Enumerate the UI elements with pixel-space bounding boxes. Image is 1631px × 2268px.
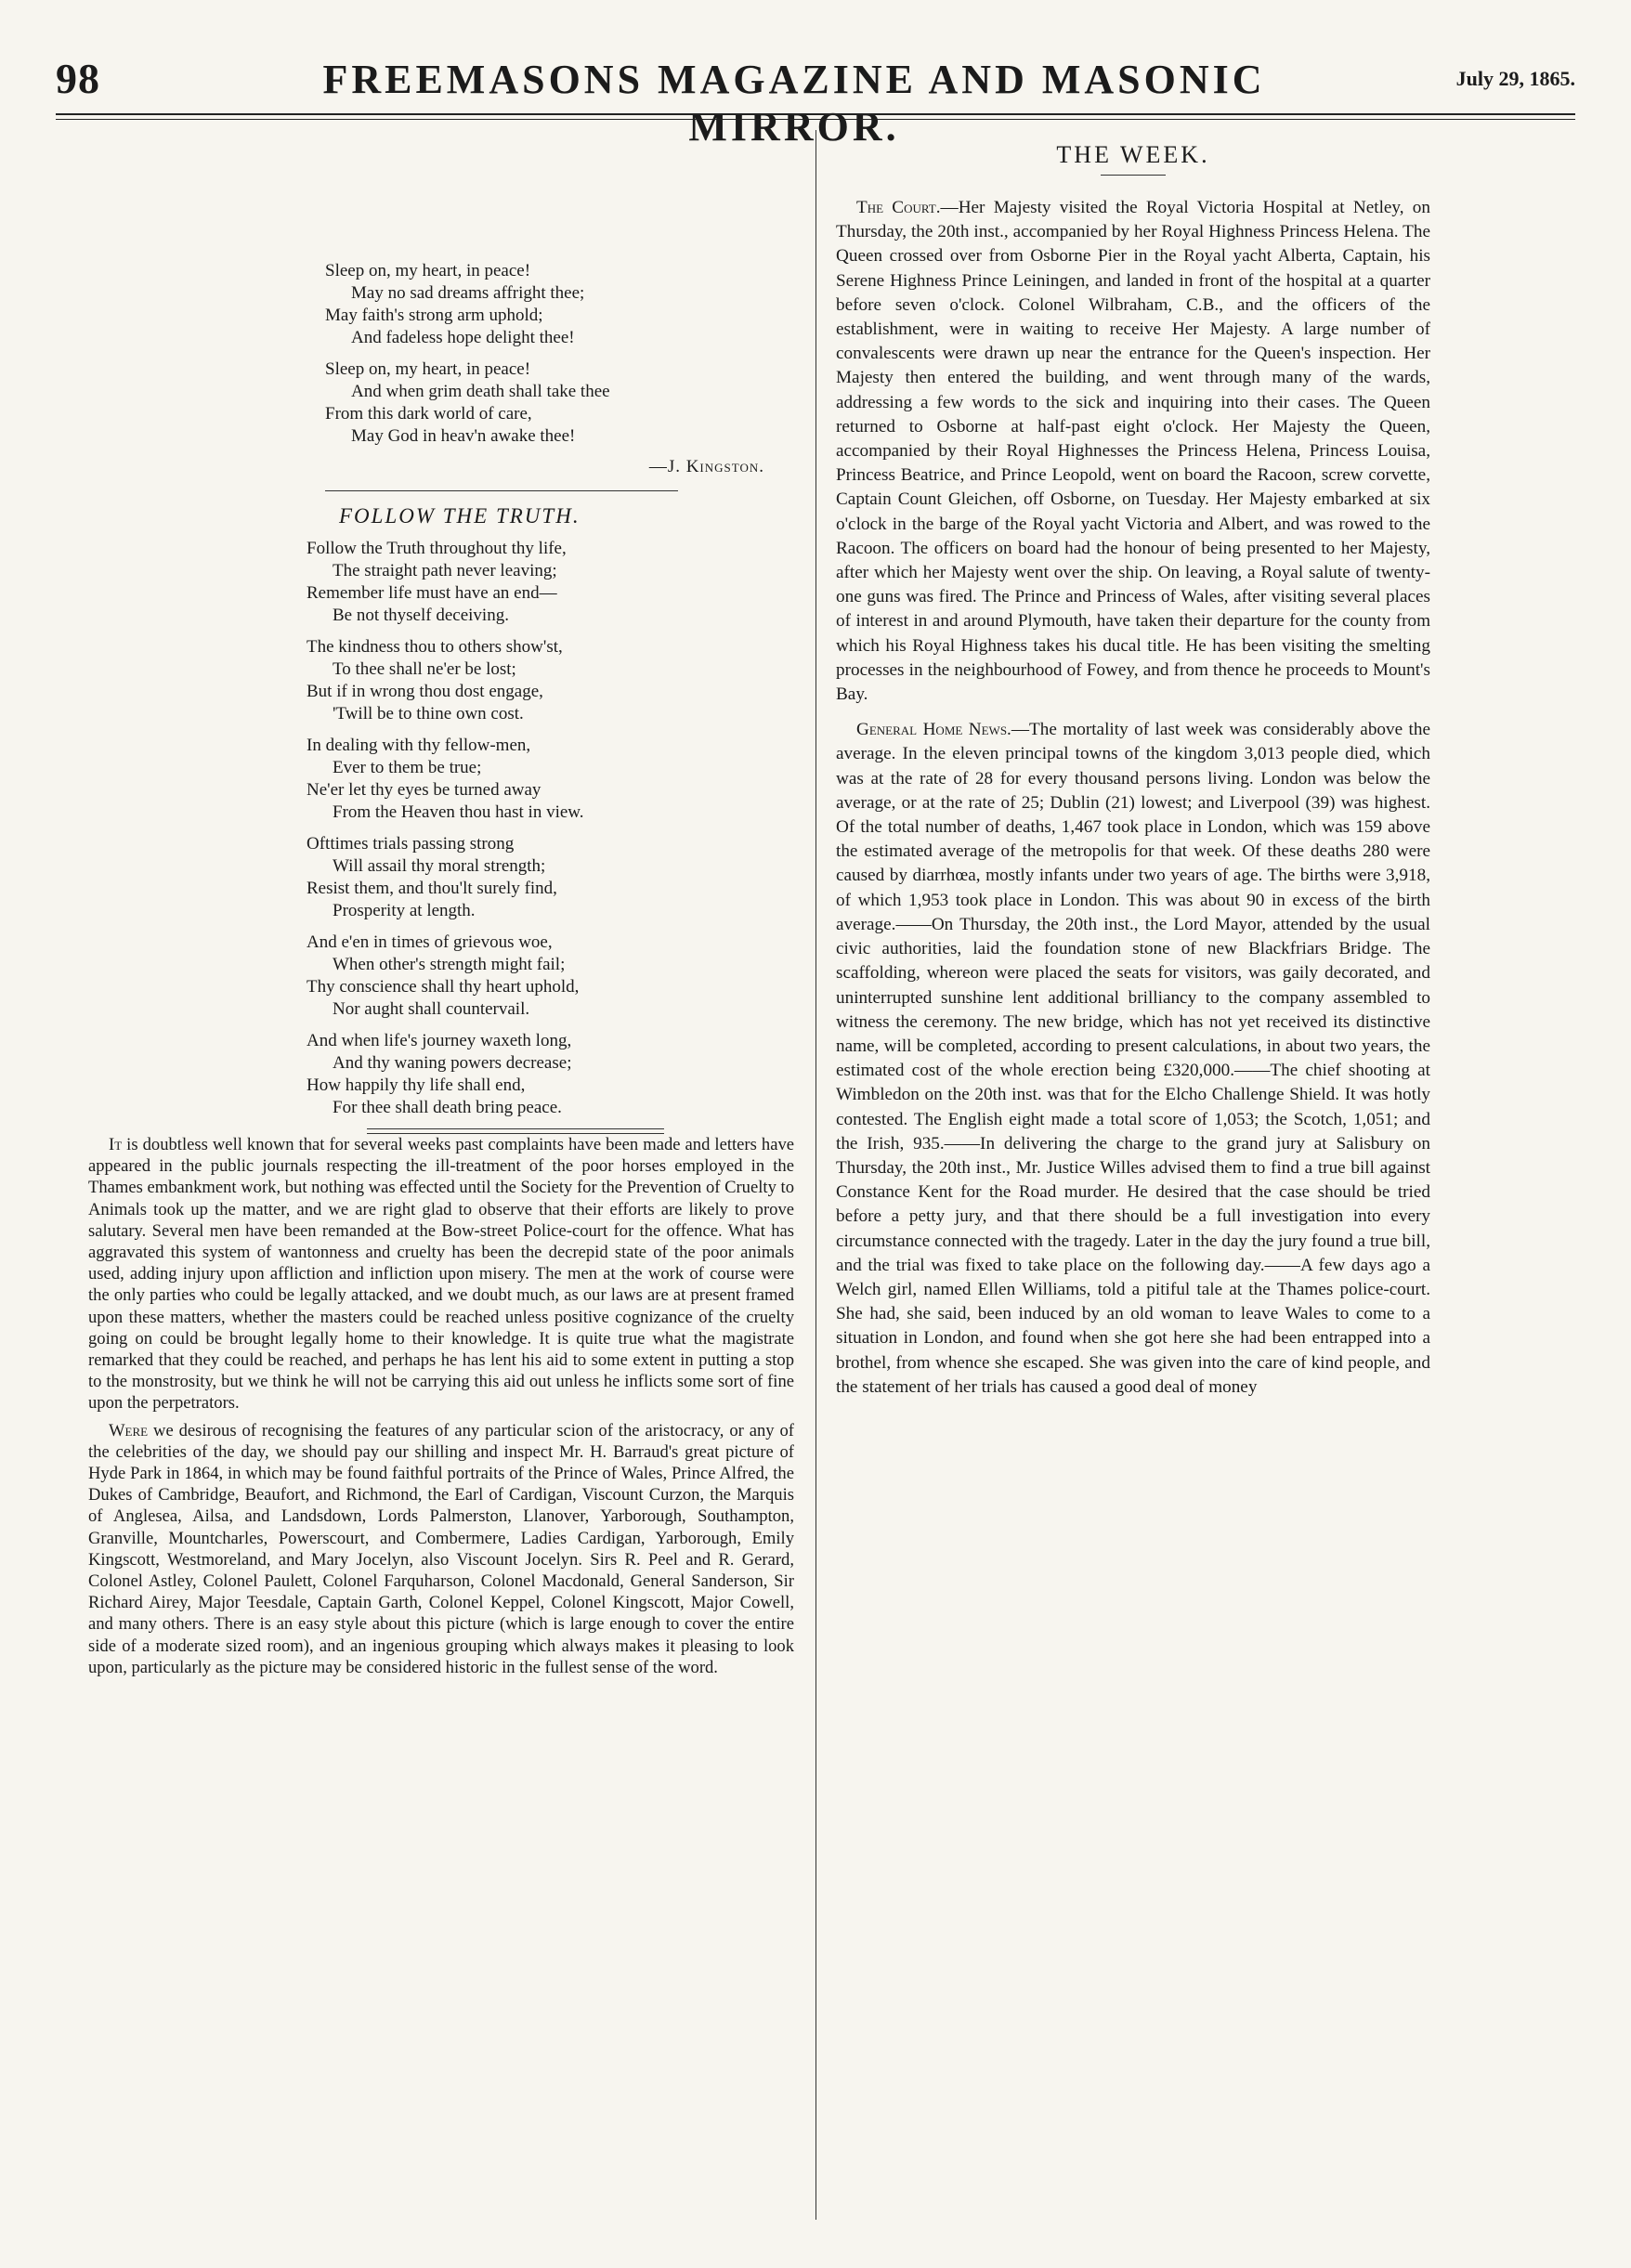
poem-stanza: [307, 735, 794, 824]
poem-line: 'Twill be to thine own cost.: [333, 704, 524, 723]
paragraph: [88, 1134, 794, 1414]
poem-stanza: [325, 358, 794, 448]
poem-line: Nor aught shall countervail.: [333, 999, 530, 1019]
poem-stanza: [307, 538, 794, 627]
poem-line: The kindness thou to others show'st,: [307, 637, 563, 657]
poem-line: And fadeless hope delight thee!: [351, 328, 575, 347]
poem-line: May no sad dreams affright thee;: [351, 283, 585, 303]
poem-line: When other's strength might fail;: [333, 955, 566, 974]
poem-line: May faith's strong arm uphold;: [325, 306, 543, 325]
paragraph-lead: It: [109, 1135, 123, 1154]
poem-line: Resist them, and thou'lt surely find,: [307, 879, 557, 898]
section-title-the-week: THE WEEK.: [1056, 141, 1210, 168]
left-column: [88, 130, 794, 1684]
poem-line: Ever to them be true;: [333, 758, 482, 777]
section-rule: [325, 490, 678, 491]
poem-line: Prosperity at length.: [333, 901, 476, 920]
paragraph-text: —Her Majesty visited the Royal Victoria Hospital at Netley, on Thursday, the 20th inst., accompanied by her Royal Highness Princess Helena. The Queen crossed over from Osborne Pier in the Royal yacht Alberta, Captain, his Serene Highness Prince Leiningen, and landed in front of the hospital at a quarter before seven o'clock. Colonel Wilbraham, C.B., and the officers of the establishment, were in waiting to receive Her Majesty. A large number of convalescents were drawn up near the entrance for the Queen's inspection. Her Majesty then entered the building, and went through many of the wards, addressing a few words to the sick and inquiring into their cases. The Queen returned to Osborne at half-past eight o'clock. Her Majesty the Queen, accompanied by their Royal Highnesses the Princess Helena, Princess Louisa, Princess Beatrice, and Prince Leopold, went on board the Racoon, screw corvette, Captain Count Gleichen, off Osborne, on Tuesday. Her Majesty embarked at six o'clock in the barge of the Royal yacht Victoria and Albert, and was rowed to the Racoon. The officers on board had the honour of being presented to her Majesty, after which her Majesty went over the ship. On leaving, a Royal salute of twenty-one guns was fired. The Prince and Princess of Wales, after visiting several places of interest in and around Plymouth, have taken their departure for the county from which his Royal Highness takes his ducal title. He has been visiting the smelting processes in the neighbourhood of Fowey, and from thence he proceeds to Mount's Bay.: [836, 198, 1430, 705]
poem-stanza: [325, 260, 794, 349]
poem-stanza: [307, 833, 794, 922]
poem-line: Be not thyself deceiving.: [333, 606, 509, 625]
poem-line: Ne'er let thy eyes be turned away: [307, 780, 541, 800]
poem-line: May God in heav'n awake thee!: [351, 426, 576, 446]
poem-sleep-on: [88, 130, 794, 448]
poem-stanza: [307, 636, 794, 725]
poem-signature: —J. Kingston.: [648, 457, 764, 476]
poem-line: For thee shall death bring peace.: [333, 1098, 562, 1117]
poem-line: And e'en in times of grievous woe,: [307, 932, 553, 952]
title-rule: [1101, 175, 1166, 176]
poem-line: How happily thy life shall end,: [307, 1075, 526, 1095]
poem-title: FOLLOW THE TRUTH.: [339, 504, 581, 528]
masthead-title: FREEMASONS MAGAZINE AND MASONIC MIRROR.: [322, 57, 1266, 150]
poem-stanza: [307, 932, 794, 1021]
paragraph-text: —The mortality of last week was considerably above the average. In the eleven principal towns of the kingdom 3,013 people died, which was at the rate of 28 for every thousand persons living. London was below the average, or at the rate of 25; Dublin (21) lowest; and Liverpool (39) was highest. Of the total number of deaths, 1,467 took place in London, which was 159 above the estimated average of the metropolis for that week. Of these deaths 280 were caused by diarrhœa, mostly infants under two years of age. The births were 3,918, of which 1,953 took place in London. This was about 90 in excess of the birth average.——On Thursday, the 20th inst., the Lord Mayor, attended by the usual civic authorities, laid the foundation stone of new Blackfriars Bridge. The scaffolding, whereon were placed the seats for visitors, was gaily decorated, and uninterrupted sunshine lent additional brilliancy to the company assembled to witness the ceremony. The new bridge, which has not yet received its distinctive name, will be completed, according to present calculations, in about two years, the estimated cost of the whole erection being £320,000.——The chief shooting at Wimbledon on the 20th inst. was that for the Elcho Challenge Shield. It was hotly contested. The English eight made a total score of 1,053; the Scotch, 1,051; and the Irish, 935.——In delivering the charge to the grand jury at Salisbury on Thursday, the 20th inst., Mr. Justice Willes advised them to find a true bill against Constance Kent for the Road murder. He desired that the case should be tried before a petty jury, and that there should be a full investigation into every circumstance connected with the tragedy. Later in the day the jury found a true bill, and the trial was fixed to take place on the following day.——A few days ago a Welch girl, named Ellen Williams, told a pitiful tale at the Thames police-court. She had, she said, been induced by an old woman to leave Wales to come to a situation in London, and found when she got here she had been entrapped into a brothel, from whence she escaped. She was given into the care of kind people, and the statement of her trials has caused a good deal of money: [836, 720, 1430, 1397]
poem-line: But if in wrong thou dost engage,: [307, 682, 543, 701]
poem-line: The straight path never leaving;: [333, 561, 557, 580]
paragraph-lead: General Home News.: [856, 720, 1011, 740]
poem-line: Will assail thy moral strength;: [333, 856, 546, 876]
poem-line: From this dark world of care,: [325, 404, 532, 424]
the-week-articles: [836, 196, 1430, 1400]
paragraph-text: is doubtless well known that for several weeks past complaints have been made and letters have appeared in the public journals respecting the ill-treatment of the poor horses employed in the Thames embankment work, but nothing was effected until the Society for the Prevention of Cruelty to Animals took up the matter, and we are right glad to observe that their efforts are likely to prove salutary. Several men have been remanded at the Bow-street Police-court for the offence. What has aggravated this system of wantonness and cruelty has been the decrepid state of the poor animals used, adding injury upon affliction and infliction upon misery. The men at the work of course were the only parties who could be legally attacked, and we doubt much, as our laws are at present framed upon these matters, whether the masters could be reached unless positive cognizance of the cruelty going on could be brought legally home to their knowledge. It is quite true what the magistrate remarked that they could be reached, and perhaps he has lent his aid to some extent in putting a stop to the monstrosity, but we think he will not be carrying this aid out unless he inflicts some sort of fine upon the perpetrators.: [88, 1135, 794, 1414]
poem-stanza: [307, 1030, 794, 1119]
paragraph: [836, 196, 1430, 707]
poem-line: From the Heaven thou hast in view.: [333, 802, 584, 822]
header-rule-thin: [56, 119, 1575, 120]
poem-line: Sleep on, my heart, in peace!: [325, 261, 531, 280]
poem-follow-the-truth: [88, 538, 794, 1119]
poem-line: Thy conscience shall thy heart uphold,: [307, 977, 580, 997]
poem-line: And when grim death shall take thee: [351, 382, 610, 401]
editorial-notes: [88, 1134, 794, 1678]
poem-line: In dealing with thy fellow-men,: [307, 736, 531, 755]
header-rule: [56, 113, 1575, 115]
issue-date: July 29, 1865.: [1455, 67, 1575, 90]
page-header: [56, 46, 1575, 150]
poem-line: To thee shall ne'er be lost;: [333, 659, 516, 679]
page-number: 98: [56, 55, 100, 102]
paragraph: [88, 1420, 794, 1678]
right-column: [836, 130, 1430, 1411]
paragraph-text: we desirous of recognising the features of any particular scion of the aristocracy, or any of the celebrities of the day, we should pay our shilling and inspect Mr. H. Barraud's great picture of Hyde Park in 1864, in which may be found faithful portraits of the Prince of Wales, Prince Alfred, the Dukes of Cambridge, Beaufort, and Richmond, the Earl of Cardigan, Viscount Curzon, the Marquis of Anglesea, Ailsa, and Landsdown, Lords Palmerston, Llanover, Yarborough, Southampton, Granville, Mountcharles, Powerscourt, and Combermere, Ladies Cardigan, Yarborough, Emily Kingscott, Westmoreland, and Mary Jocelyn, also Viscount Jocelyn. Sirs R. Peel and R. Gerard, Colonel Astley, Colonel Paulett, Colonel Farquharson, Colonel Macdonald, General Sanderson, Sir Richard Airey, Major Teesdale, Captain Garth, Colonel Keppel, Colonel Kingscott, Major Cowell, and many others. There is an easy style about this picture (which is large enough to cover the entire side of a moderate sized room), and an ingenious grouping which always makes it pleasing to look upon, particularly as the picture may be considered historic in the fullest sense of the word.: [88, 1420, 794, 1677]
poem-line: Remember life must have an end—: [307, 583, 557, 603]
paragraph-lead: Were: [109, 1420, 149, 1440]
paragraph: [836, 718, 1430, 1400]
poem-line: Sleep on, my heart, in peace!: [325, 359, 531, 379]
paragraph-lead: The Court.: [856, 198, 941, 217]
poem-line: And thy waning powers decrease;: [333, 1053, 572, 1073]
poem-line: And when life's journey waxeth long,: [307, 1031, 572, 1050]
poem-line: Follow the Truth throughout thy life,: [307, 539, 567, 558]
poem-line: Ofttimes trials passing strong: [307, 834, 515, 854]
